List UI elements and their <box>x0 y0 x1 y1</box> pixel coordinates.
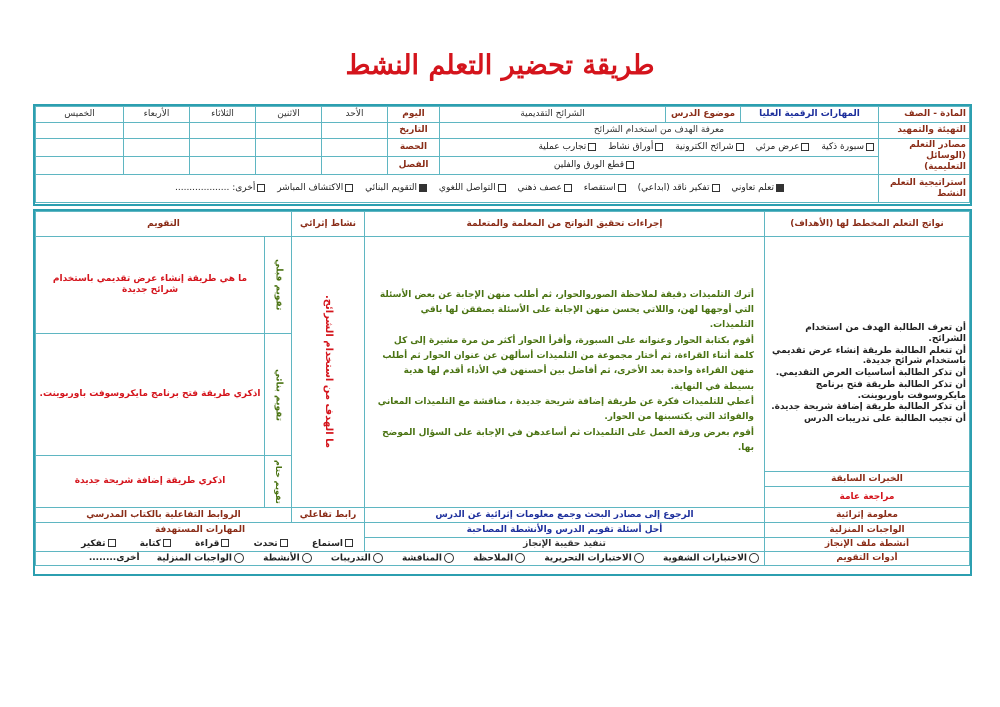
checkbox-icon <box>163 539 171 547</box>
option-label: قطع الورق والفلين <box>553 160 624 171</box>
eval-final-label: تقويم ختام <box>273 459 283 504</box>
enrichment-text: ما الهدف من استخدام الشرائح. <box>323 295 334 449</box>
header-table <box>35 106 970 203</box>
option-label: عرض مرئي <box>755 142 800 153</box>
option-label: أخرى: ................... <box>175 183 256 194</box>
option-label: تحدث <box>253 538 278 549</box>
period-cell[interactable] <box>124 139 190 157</box>
class-cell[interactable] <box>190 157 256 175</box>
checkbox-icon <box>801 143 809 151</box>
main-table <box>35 211 970 566</box>
radio-icon <box>749 553 759 563</box>
option-label: استقصاء <box>583 183 616 194</box>
option-label: استماع <box>311 538 343 549</box>
checkbox-icon <box>498 184 506 192</box>
checkbox-icon <box>776 184 784 192</box>
day-monday: الاثنين <box>256 107 322 123</box>
portfolio-value: تنفيذ حقيبة الإنجاز <box>365 538 765 552</box>
sources-options-row1 <box>440 139 879 157</box>
checkbox-icon <box>626 161 634 169</box>
strategy-label: استراتيجية التعلم النشط <box>879 175 970 203</box>
checkbox-icon <box>345 539 353 547</box>
option-label: تفكير <box>81 538 106 549</box>
eval-final-text: اذكري طريقة إضافة شريحة جديدة <box>36 456 265 508</box>
option-label: عصف ذهني <box>517 183 562 194</box>
strategy-option[interactable] <box>365 183 428 194</box>
eval-form-text: اذكري طريقة فتح برنامج مايكروسوفت باوربوينت. <box>36 334 265 456</box>
skill-option[interactable] <box>140 537 172 551</box>
sources-label-line1: مصادر التعلم <box>909 140 966 151</box>
prior-label: الخبرات السابقة <box>765 472 969 487</box>
day-tuesday: الثلاثاء <box>190 107 256 123</box>
day-wednesday: الأربعاء <box>124 107 190 123</box>
evaluation-header: التقويم <box>36 212 292 237</box>
checkbox-icon <box>108 539 116 547</box>
checkbox-icon <box>564 184 572 192</box>
enrich-info-value: الرجوع إلى مصادر البحث وجمع معلومات إثرائية عن الدرس <box>365 508 765 523</box>
option-label: التواصل اللغوي <box>438 183 496 194</box>
checkbox-icon <box>280 539 288 547</box>
strategy-option[interactable] <box>175 183 266 194</box>
skill-option[interactable] <box>81 537 116 551</box>
header-frame <box>33 104 972 206</box>
class-cell[interactable] <box>256 157 322 175</box>
radio-icon <box>515 553 525 563</box>
option-label: الواجبات المنزلية <box>156 553 232 564</box>
eval-form-label: تقويم بنائي <box>273 368 284 421</box>
tool-option[interactable] <box>331 553 385 564</box>
checkbox-icon <box>736 143 744 151</box>
strategy-options <box>36 175 879 203</box>
outcome-item: أن تتعلم الطالبة طريقة إنشاء عرض تقديمي باستخدام شرائح جديدة. <box>772 345 966 367</box>
sources-options-row2 <box>440 157 879 175</box>
procedure-item: أقوم بكتابة الحوار وعنوانه على السبورة، وأقرأ الحوار أكثر من مرة مشيرة إلى كل كلمة أثناء القراءة، ثم أختار مجموعة من التلميذات أسألهن عن عنوان الحوار ثم أطلب منهن القراءة واحدة بعد الأخرى، ثم أفاضل بين أحسنهن في الأداء أقدم لها هدية بسيطة في النهاية. <box>382 335 754 392</box>
tool-option[interactable] <box>544 553 645 564</box>
topic-label: موضوع الدرس <box>666 107 741 123</box>
option-label: التدريبات <box>330 553 371 564</box>
class-cell[interactable] <box>322 157 388 175</box>
tool-option[interactable] <box>89 553 140 564</box>
prior-value: مراجعة عامة <box>839 492 895 502</box>
option-label: التقويم البنائي <box>365 183 418 194</box>
option-label: تجارب عملية <box>538 142 587 153</box>
strategy-option[interactable] <box>277 183 354 194</box>
skills-cell <box>36 523 365 552</box>
date-label: التاريخ <box>388 123 440 139</box>
option-label: قراءة <box>194 538 220 549</box>
prior-experience-cell <box>765 472 970 508</box>
checkbox-icon <box>221 539 229 547</box>
procedure-item: أعطي للتلميذات فكرة عن طريقة إضافة شريحة جديدة ، مناقشة مع التلميذات المعاني والفوائد التي يكتسبنها من الحوار. <box>377 396 754 423</box>
option-label: تفكير ناقد (ابداعي) <box>637 183 710 194</box>
link-value[interactable]: الروابط التفاعلية بالكتاب المدرسي <box>36 508 292 523</box>
date-cell[interactable] <box>124 123 190 139</box>
checkbox-icon <box>712 184 720 192</box>
option-label: الملاحظة <box>473 553 514 564</box>
day-header: اليوم <box>388 107 440 123</box>
topic-value: الشرائح التقديمية <box>440 107 666 123</box>
option-label: أخرى........ <box>88 553 140 564</box>
link-label: رابط تفاعلي <box>292 508 365 523</box>
period-cell[interactable] <box>256 139 322 157</box>
date-cell[interactable] <box>190 123 256 139</box>
checkbox-icon <box>866 143 874 151</box>
tool-option[interactable] <box>402 553 456 564</box>
enrichment-cell <box>292 237 365 508</box>
intro-label: التهيئة والتمهيد <box>879 123 970 139</box>
option-label: أوراق نشاط <box>608 142 654 153</box>
day-sunday: الأحد <box>322 107 388 123</box>
skill-option[interactable] <box>195 537 231 551</box>
outcomes-header: نواتج التعلم المخطط لها (الأهداف) <box>765 212 970 237</box>
class-label: الفصل <box>388 157 440 175</box>
period-cell[interactable] <box>190 139 256 157</box>
date-cell[interactable] <box>322 123 388 139</box>
tool-option[interactable] <box>663 553 761 564</box>
page-title: طريقة تحضير التعلم النشط <box>345 50 655 81</box>
option-label: سبورة ذكية <box>821 142 864 153</box>
strategy-option[interactable] <box>638 183 721 194</box>
tools-label: أدوات التقويم <box>765 552 970 566</box>
radio-icon <box>373 553 383 563</box>
strategy-option[interactable] <box>731 183 785 194</box>
skill-option[interactable] <box>254 537 289 551</box>
outcome-item: أن تذكر الطالبة طريقة فتح برنامج مايكروسوفت باوربوينت. <box>815 379 966 401</box>
skills-label: المهارات المستهدفة <box>154 524 246 535</box>
radio-icon <box>634 553 644 563</box>
day-thursday: الخميس <box>36 107 124 123</box>
option-label: تعلم تعاوني <box>731 183 774 194</box>
strategy-option[interactable] <box>517 183 572 194</box>
option-label: الاختبارات الشفوية <box>662 553 747 564</box>
procedure-item: أترك التلميذات دقيقة لملاحظة الصوروالحوار، ثم أطلب منهن الإجابة عن بعض الأسئلة التي أوجهها لهن، واللاتي يحسن منهن الإجابة على الأسئلة يصفقن لها باقي التلميذات. <box>379 289 754 331</box>
tools-options <box>36 552 765 566</box>
intro-value: معرفة الهدف من استخدام الشرائح <box>440 123 879 139</box>
outcome-item: أن تعرف الطالبة الهدف من استخدام الشرائح. <box>805 322 966 344</box>
option-label: الاكتشاف المباشر <box>277 183 344 194</box>
eval-pre-text: ما هي طريقة إنشاء عرض تقديمي باستخدام شرائح جديدة <box>36 237 265 334</box>
enrichment-header: نشاط إثرائي <box>292 212 365 237</box>
strategy-option[interactable] <box>439 183 507 194</box>
subject-label: المادة - الصف <box>879 107 970 123</box>
outcomes-list <box>765 237 970 472</box>
option-label: شرائح الكترونية <box>675 142 734 153</box>
source-option[interactable] <box>821 142 875 153</box>
eval-form-label-cell <box>265 334 292 456</box>
option-label: كتابة <box>139 538 161 549</box>
skills-options <box>36 537 364 551</box>
checkbox-icon <box>345 184 353 192</box>
skill-option[interactable] <box>312 537 354 551</box>
portfolio-label: أنشطة ملف الإنجاز <box>765 538 970 552</box>
sources-label <box>879 139 970 175</box>
eval-pre-label-cell <box>265 237 292 334</box>
procedures-header: إجراءات تحقيق النواتج من المعلمة والمتعلمة <box>365 212 765 237</box>
source-option[interactable] <box>756 142 811 153</box>
main-frame <box>33 209 972 576</box>
checkbox-icon <box>655 143 663 151</box>
eval-final-label-cell <box>265 456 292 508</box>
procedure-item: أقوم بعرض ورقة العمل على التلميذات ثم أساعدهن في الإجابة على السؤال الموضح بها. <box>382 427 754 453</box>
eval-pre-label: تقويم قبلي <box>273 259 284 311</box>
radio-icon <box>444 553 454 563</box>
radio-icon <box>234 553 244 563</box>
outcome-item: أن تذكر الطالبة طريقة إضافة شريحة جديدة. <box>771 402 966 413</box>
period-label: الحصة <box>388 139 440 157</box>
option-label: الأنشطة <box>263 553 300 564</box>
enrich-info-label: معلومة إثرائية <box>765 508 970 523</box>
homework-label: الواجبات المنزلية <box>765 523 970 538</box>
outcome-item: أن تجيب الطالبة على تدريبات الدرس <box>803 414 966 425</box>
procedures-text <box>365 237 765 508</box>
sources-label-line2: (الوسائل التعليمية) <box>924 151 966 172</box>
checkbox-icon <box>419 184 427 192</box>
source-option[interactable] <box>675 142 744 153</box>
date-cell[interactable] <box>256 123 322 139</box>
source-option[interactable] <box>608 142 664 153</box>
checkbox-icon <box>618 184 626 192</box>
tool-option[interactable] <box>157 553 246 564</box>
tool-option[interactable] <box>473 553 527 564</box>
class-cell[interactable] <box>36 157 124 175</box>
tool-option[interactable] <box>263 553 314 564</box>
checkbox-icon <box>257 184 265 192</box>
radio-icon <box>302 553 312 563</box>
subject-value: المهارات الرقمية العليا <box>741 107 879 123</box>
period-cell[interactable] <box>36 139 124 157</box>
source-option[interactable] <box>554 160 635 171</box>
option-label: الاختبارات التحريرية <box>544 553 632 564</box>
option-label: المناقشة <box>401 553 443 564</box>
outcome-item: أن تذكر الطالبة أساسيات العرض التقديمي. <box>775 368 966 379</box>
source-option[interactable] <box>538 142 597 153</box>
strategy-option[interactable] <box>584 183 627 194</box>
period-cell[interactable] <box>322 139 388 157</box>
checkbox-icon <box>588 143 596 151</box>
class-cell[interactable] <box>124 157 190 175</box>
date-cell[interactable] <box>36 123 124 139</box>
homework-value: أحل أسئلة تقويم الدرس والأنشطة المصاحبة <box>365 523 765 538</box>
